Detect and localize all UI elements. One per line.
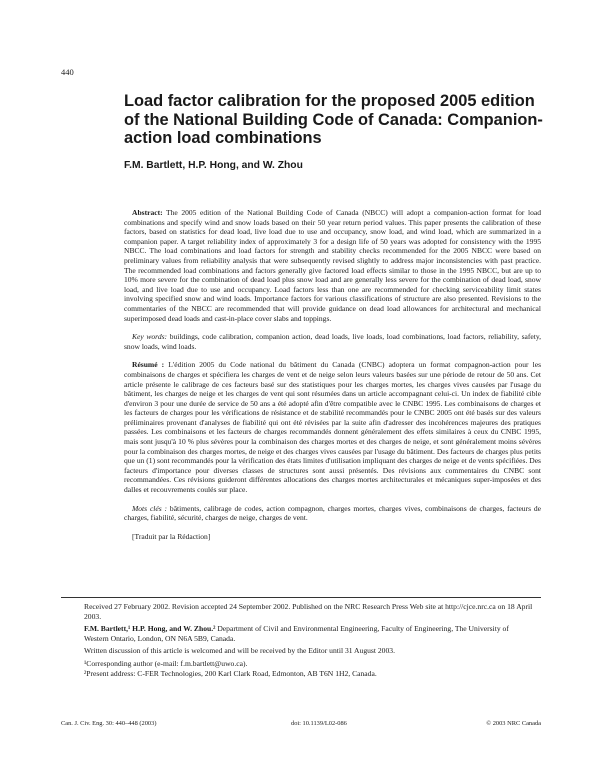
abstract-block — [124, 208, 541, 550]
keywords-text: buildings, code calibration, companion action, dead loads, live loads, load combinations, load factors, reliability, safety, snow loads, wind loads. — [124, 332, 542, 351]
footnote-divider — [61, 597, 541, 598]
keywords-paragraph — [124, 332, 541, 351]
affiliation-note — [84, 624, 534, 643]
received-note: Received 27 February 2002. Revision accepted 24 September 2002. Published on the NRC Research Press Web site at http://cjce.nrc.ca on 18 April 2003. — [84, 602, 533, 621]
abstract-text: The 2005 edition of the National Building Code of Canada (NBCC) will adopt a companion-action format for load combinations and specify wind and snow loads based on their 50 year return period values. This paper presents the calibration of these factors, based on statistics for dead load, live load due to use and occupancy, snow load, and wind load, which are summarized in a companion paper. A target reliability index of approximately 3 for a design life of 50 years was adopted for consistency with the 1995 NBCC. The load combinations and load factors for strength and stability checks recommended for the 2005 NBCC were based on preliminary values from reliability analysis that were subsequently revised slightly to address major inconsistencies with past practice. The recommended load combinations and factors generally give factored load effects similar to those in the 1995 NBCC, but are up to 10% more severe for the combination of dead load plus snow load and are generally less severe for the combination of dead load, snow load, and live load due to use and occupancy. Load factors less than one are recommended for checking serviceability limit states involving specified snow and wind loads. Importance factors for various classifications of structure are also presented. Revisions to the commentaries of the NBCC are recommended that will provide guidance on dead load allowances for architectural and mechanical superimposed dead loads and cast-in-place cover slabs and toppings. — [124, 208, 541, 323]
title-block — [124, 92, 544, 171]
mots-cles-paragraph — [124, 504, 541, 523]
resume-text: L'édition 2005 du Code national du bâtiment du Canada (CNBC) adoptera un format compagnon-action pour les combinaisons de charges et spécifiera les charges de vent et de neige selon leurs valeurs basées sur une période de retour de 50 ans. Cet article présente le calibrage de ces facteurs basé sur des statistiques pour les charges mortes, les charges vives causées par l'usage du bâtiment, les charges de neige et les charges de vent qui sont résumées dans un article accompagnant celui-ci. Un index de fiabilité cible d'environ 3 pour une durée de service de 50 ans a été adopté afin d'être compatible avec le CNBC 1995. Les combinaisons de charges et les facteurs de charges pour les vérifications de résistance et de stabilité recommandés pour le CNBC 2005 ont été basés sur des valeurs préliminaires provenant d'analyses de fiabilité qui ont été révisées par la suite afin d'adresser des incohérences majeures des pratiques passées. Les combinaisons et les facteurs de charges recommandés donnent généralement des effets similaires à ceux du CNBC 1995, mais sont jusqu'à 10 % plus sévères pour la combinaison des charges mortes et des charges de neige, et sont généralement moins sévères pour la combinaison des charges mortes, de neige et des charges vives causées par l'usage du bâtiment. Des facteurs de charges plus petits que un (1) sont recommandés pour la vérification des états limites d'utilisation impliquant des charges de neige et de vents spécifiées. Des facteurs d'importance pour diverses classes de structures sont aussi présentés. Des révisions aux commentaires du CNBC sont recommandées. Ces révisions guideront différentes allocations des charges mortes architecturales et mécaniques super-imposées et des dalles et recouvrements coulés sur place. — [124, 360, 542, 495]
authors: F.M. Bartlett, H.P. Hong, and W. Zhou — [124, 159, 303, 171]
discussion-note: Written discussion of this article is welcomed and will be received by the Editor until 31 August 2003. — [84, 646, 395, 656]
affiliation-text: Department of Civil and Environmental Engineering, Faculty of Engineering, The University of Western Ontario, London, ON N6A 5B9, Canada. — [84, 624, 509, 643]
footer-journal-citation: Can. J. Civ. Eng. 30: 440–448 (2003) — [61, 720, 157, 727]
present-address-note: ²Present address: C-FER Technologies, 200 Karl Clark Road, Edmonton, AB T6N 1H2, Canada. — [84, 668, 377, 678]
resume-paragraph — [124, 360, 541, 494]
footer-copyright: © 2003 NRC Canada — [486, 720, 541, 727]
corresponding-note: ¹Corresponding author (e-mail: f.m.bartlett@uwo.ca). — [84, 658, 248, 668]
affiliation-names: F.M. Bartlett,¹ H.P. Hong, and W. Zhou.² — [84, 624, 216, 634]
footnotes — [84, 602, 534, 681]
keywords-label: Key words: — [132, 332, 168, 342]
page-number: 440 — [61, 67, 74, 77]
abstract-paragraph — [124, 208, 541, 323]
abstract-label: Abstract: — [132, 208, 163, 217]
mots-cles-text: bâtiments, calibrage de codes, action compagnon, charges mortes, charges vives, combinaisons de charges, facteurs de charges, fiabilité, sécurité, charges de neige, charges de vent. — [124, 503, 541, 523]
translation-note: [Traduit par la Rédaction] — [132, 531, 211, 541]
footer-doi: doi: 10.1139/L02-086 — [291, 720, 347, 727]
resume-label: Résumé : — [132, 360, 165, 370]
mots-cles-label: Mots clés : — [132, 503, 168, 513]
paper-title: Load factor calibration for the proposed 2005 edition of the National Building Code of Canada: Companion-action load combinations — [124, 92, 543, 147]
